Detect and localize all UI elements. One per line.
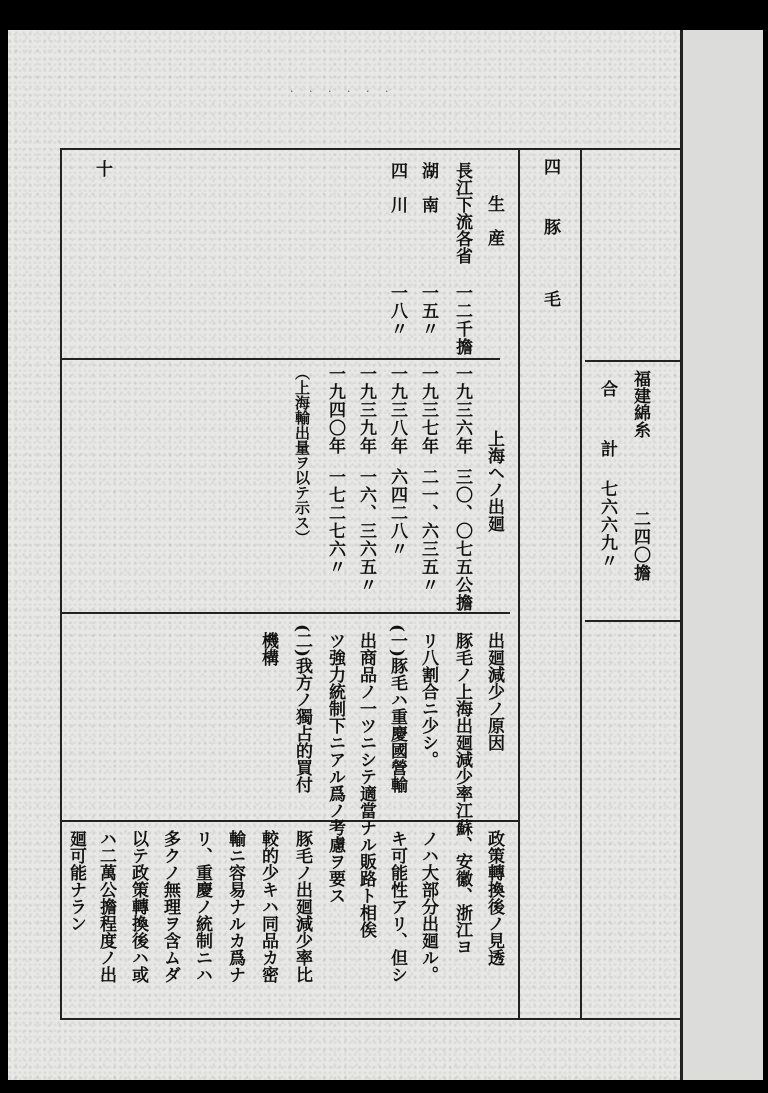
export-year: 一九四〇年 xyxy=(325,365,345,455)
section-number: 四 xyxy=(540,158,560,175)
export-year: 一九三六年 xyxy=(452,365,472,455)
production-region: 四 川 xyxy=(387,162,407,213)
production-region: 長江下流各省 xyxy=(452,162,472,264)
section-divider xyxy=(580,148,582,1020)
production-value: 一二千擔 xyxy=(452,284,472,356)
outlook-line: キ可能性アリ、但シ xyxy=(387,830,407,983)
table-rule-reason xyxy=(60,820,520,822)
export-note: （上海輸出量ヲ以テ示ス） xyxy=(293,365,311,545)
outlook-line: 多クノ無理ヲ含ムダ xyxy=(160,830,180,983)
export-year: 一九三八年 xyxy=(387,365,407,455)
table-left-rule xyxy=(60,148,62,1020)
production-value: 一五〃 xyxy=(418,284,438,338)
adjacent-page-edge xyxy=(680,30,763,1080)
table-top-rule xyxy=(60,148,680,150)
ledger-total-label-b: 計 xyxy=(597,440,617,457)
reason-line: (一)豚毛ハ重慶國營輸 xyxy=(387,624,407,794)
production-region: 湖 南 xyxy=(418,162,438,213)
reason-line: 出商品ノ一ツニシテ適當ナル販路ト相俟 xyxy=(356,632,376,938)
ledger-rule-b xyxy=(585,620,680,622)
reason-line: 機構 xyxy=(258,632,278,666)
ledger-rule-a xyxy=(585,360,680,362)
table-rule-export xyxy=(60,612,510,614)
export-value: 三〇、〇七五公擔 xyxy=(452,468,472,612)
ledger-item: 福建綿糸 xyxy=(630,370,650,438)
outlook-line: 以テ政策轉換後ハ或 xyxy=(128,830,148,983)
table-bottom-rule xyxy=(60,1018,680,1020)
outlook-line: 較的少キハ同品カ密 xyxy=(258,830,278,983)
export-year: 一九三七年 xyxy=(418,365,438,455)
ledger-total-label: 合 xyxy=(597,380,617,397)
column-divider xyxy=(518,148,520,1020)
reason-line: (二)我方ノ獨占的買付 xyxy=(292,624,312,794)
ledger-total-value: 七六六九〃 xyxy=(597,480,617,570)
export-year: 一九三九年 xyxy=(356,365,376,455)
section-title-b: 毛 xyxy=(540,290,560,307)
table-rule-production xyxy=(60,358,500,360)
margin-mark: 十 xyxy=(92,160,112,177)
header-export: 上海ヘノ出廻 xyxy=(484,430,504,532)
reason-line: リ八割合ニ少シ。 xyxy=(418,632,438,768)
ledger-value: 二四〇擔 xyxy=(630,510,650,582)
outlook-line: ハ二萬公擔程度ノ出 xyxy=(96,830,116,983)
faded-header: · · · · · · xyxy=(290,85,395,98)
outlook-line: リ、重慶ノ統制ニハ xyxy=(192,830,212,983)
reason-line: ツ強力統制下ニアル爲ノ考慮ヲ要ス xyxy=(325,632,345,904)
outlook-line: 豚毛ノ出廻減少率比 xyxy=(292,830,312,983)
production-value: 一八〃 xyxy=(387,284,407,338)
reason-line: 豚毛ノ上海出廻減少率江蘇、安徽、浙江ヨ xyxy=(452,632,472,955)
section-title-a: 豚 xyxy=(540,218,560,235)
header-outlook: 政策轉換後ノ見透 xyxy=(484,830,504,966)
outlook-line: 廻可能ナラン xyxy=(66,830,86,932)
outlook-line: 輸ニ容易ナルカ爲ナ xyxy=(225,830,245,983)
export-value: 六四二八〃 xyxy=(387,468,407,558)
export-value: 一六、三六五〃 xyxy=(356,468,376,594)
header-production: 生 産 xyxy=(484,195,504,246)
export-value: 二一、六三五〃 xyxy=(418,468,438,594)
header-reason: 出廻減少ノ原因 xyxy=(484,632,504,751)
export-value: 一七二七六〃 xyxy=(325,468,345,576)
outlook-line: ノハ大部分出廻ル。 xyxy=(418,830,438,983)
